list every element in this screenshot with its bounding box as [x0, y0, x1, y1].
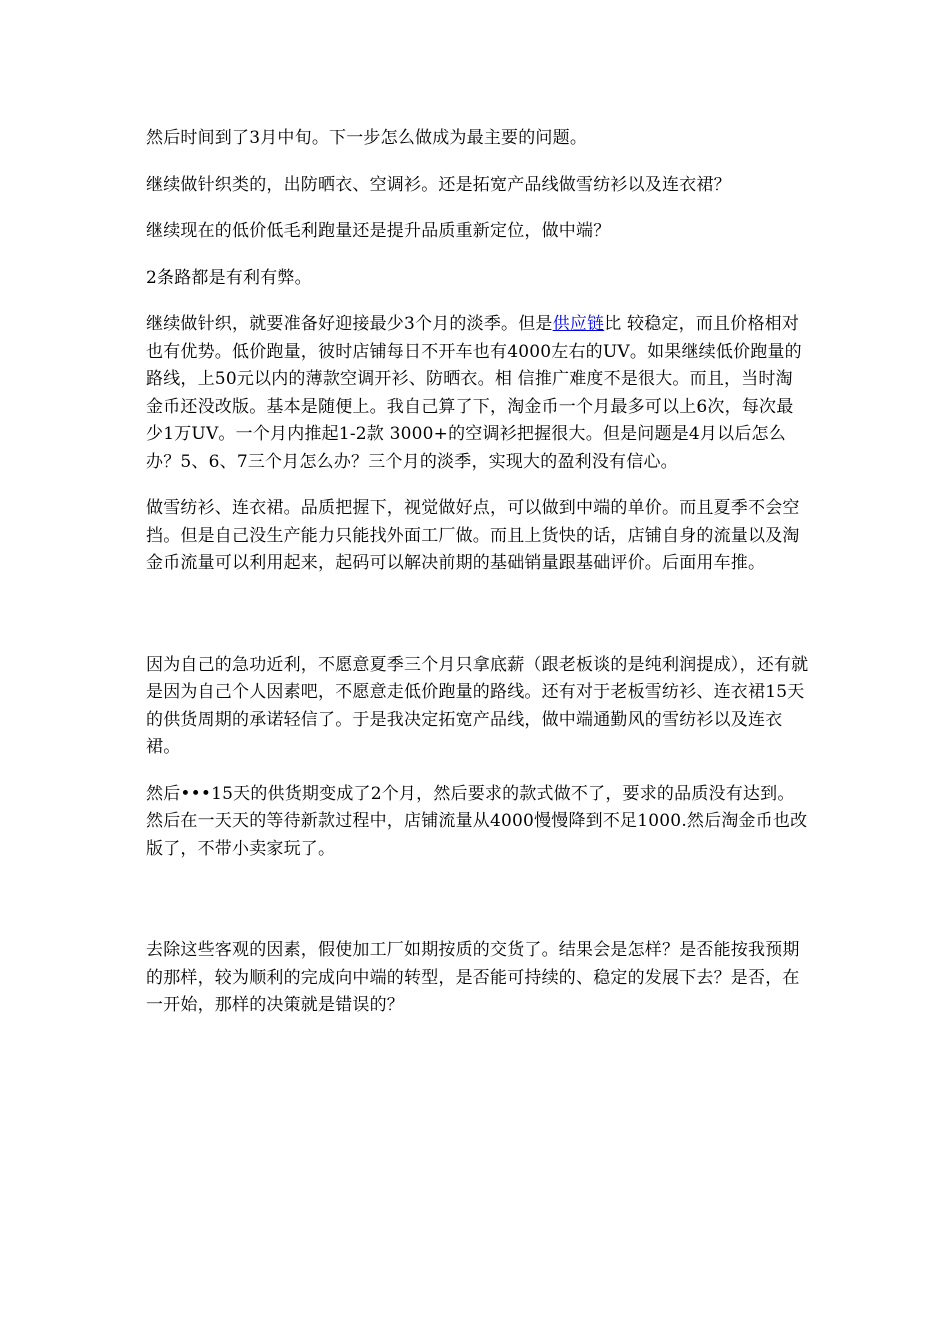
paragraph-5-text-before: 继续做针织，就要准备好迎接最少3个月的淡季。但是 — [146, 314, 553, 334]
paragraph-5 — [146, 311, 810, 476]
document-body — [146, 125, 810, 1020]
supply-chain-link[interactable]: 供应链 — [552, 314, 605, 334]
paragraph-9: 去除这些客观的因素，假使加工厂如期按质的交货了。结果会是怎样？是否能按我预期的那样，较为顺利的完成向中端的转型，是否能可持续的、稳定的发展下去？是否，在一开始，那样的决策就是错误的？ — [146, 940, 800, 1015]
paragraph-6: 做雪纺衫、连衣裙。品质把握下，视觉做好点，可以做到中端的单价。而且夏季不会空挡。但是自己没生产能力只能找外面工厂做。而且上货快的话，店铺自身的流量以及淘金币流量可以利用起来，起码可以解决前期的基础销量跟基础评价。后面用车推。 — [146, 498, 800, 573]
paragraph-2: 继续做针织类的，出防晒衣、空调衫。还是拓宽产品线做雪纺衫以及连衣裙？ — [146, 174, 731, 195]
paragraph-7: 因为自己的急功近利，不愿意夏季三个月只拿底薪（跟老板谈的是纯利润提成），还有就是因为自己个人因素吧，不愿意走低价跑量的路线。还有对于老板雪纺衫、连衣裙15天的供货周期的承诺轻信了。于是我决定拓宽产品线，做中端通勤风的雪纺衫以及连衣裙。 — [146, 654, 809, 757]
paragraph-8: 然后•••15天的供货期变成了2个月，然后要求的款式做不了，要求的品质没有达到。然后在一天天的等待新款过程中，店铺流量从4000慢慢降到不足1000.然后淘金币也改版了，不带小卖家玩了。 — [146, 783, 808, 859]
paragraph-5-text-after: 比 较稳定，而且价格相对也有优势。低价跑量，彼时店铺每日不开车也有4000左右的UV。如果继续低价跑量的路线，上50元以内的薄款空调开衫、防晒衣。相 信推广难度不是很大。而且，当时淘金币还没改版。基本是随便上。我自己算了下，淘金币一个月最多可以上6次，每次最少1万UV。一个月内推起1-2款 3000+的空调衫把握很大。但是问题是4月以后怎么办？5、6、7三个月怎么办？三个月的淡季，实现大的盈利没有信心。 — [146, 314, 802, 472]
paragraph-4: 2条路都是有利有弊。 — [146, 267, 312, 288]
paragraph-3: 继续现在的低价低毛利跑量还是提升品质重新定位，做中端？ — [146, 221, 611, 241]
paragraph-1: 然后时间到了3月中旬。下一步怎么做成为最主要的问题。 — [146, 128, 588, 148]
